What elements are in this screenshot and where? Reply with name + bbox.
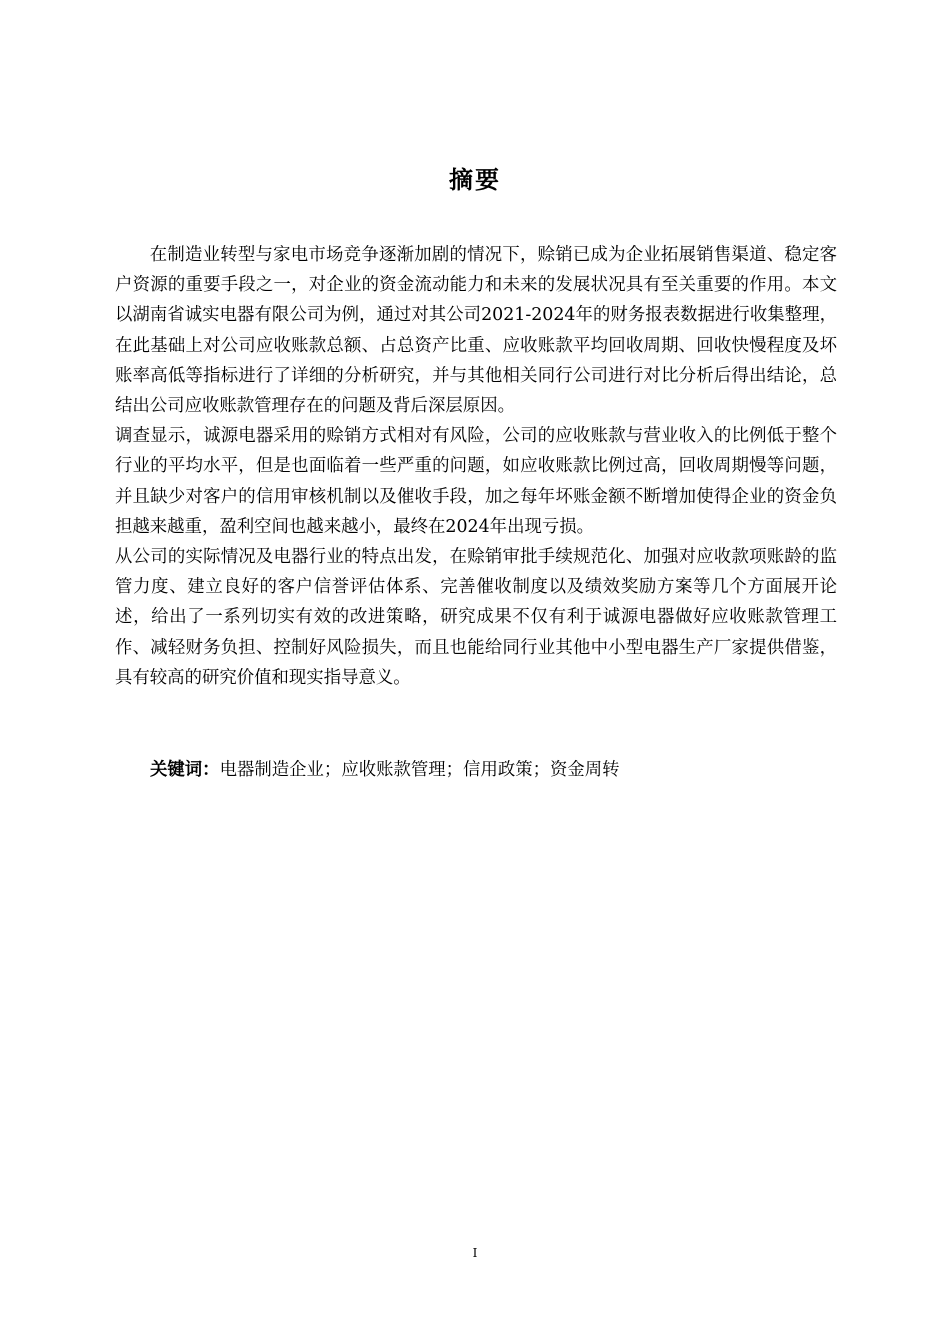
abstract-paragraph-1: 在制造业转型与家电市场竞争逐渐加剧的情况下，赊销已成为企业拓展销售渠道、稳定客户资源的重要手段之一，对企业的资金流动能力和未来的发展状况具有至关重要的作用。本文以湖南省诚实电器有限公司为例，通过对其公司2021-2024年的财务报表数据进行收集整理，在此基础上对公司应收账款总额、占总资产比重、应收账款平均回收周期、回收快慢程度及坏账率高低等指标进行了详细的分析研究，并与其他相关同行公司进行对比分析后得出结论，总结出公司应收账款管理存在的问题及背后深层原因。 [115,245,837,417]
keywords-line [150,755,850,785]
page-number: I [472,1246,478,1260]
abstract-body [115,240,837,693]
abstract-title: 摘要 [449,166,501,194]
keywords-list: 电器制造企业；应收账款管理；信用政策；资金周转 [219,760,620,780]
abstract-paragraph-3: 从公司的实际情况及电器行业的特点出发，在赊销审批手续规范化、加强对应收款项账龄的监管力度、建立良好的客户信誉评估体系、完善催收制度以及绩效奖励方案等几个方面展开论述，给出了一系列切实有效的改进策略，研究成果不仅有利于诚源电器做好应收账款管理工作、减轻财务负担、控制好风险损失，而且也能给同行业其他中小型电器生产厂家提供借鉴，具有较高的研究价值和现实指导意义。 [115,547,837,688]
abstract-paragraph-2: 调查显示，诚源电器采用的赊销方式相对有风险，公司的应收账款与营业收入的比例低于整个行业的平均水平，但是也面临着一些严重的问题，如应收账款比例过高，回收周期慢等问题，并且缺少对客户的信用审核机制以及催收手段，加之每年坏账金额不断增加使得企业的资金负担越来越重，盈利空间也越来越小，最终在2024年出现亏损。 [115,426,837,537]
keywords-label: 关键词： [150,760,220,780]
